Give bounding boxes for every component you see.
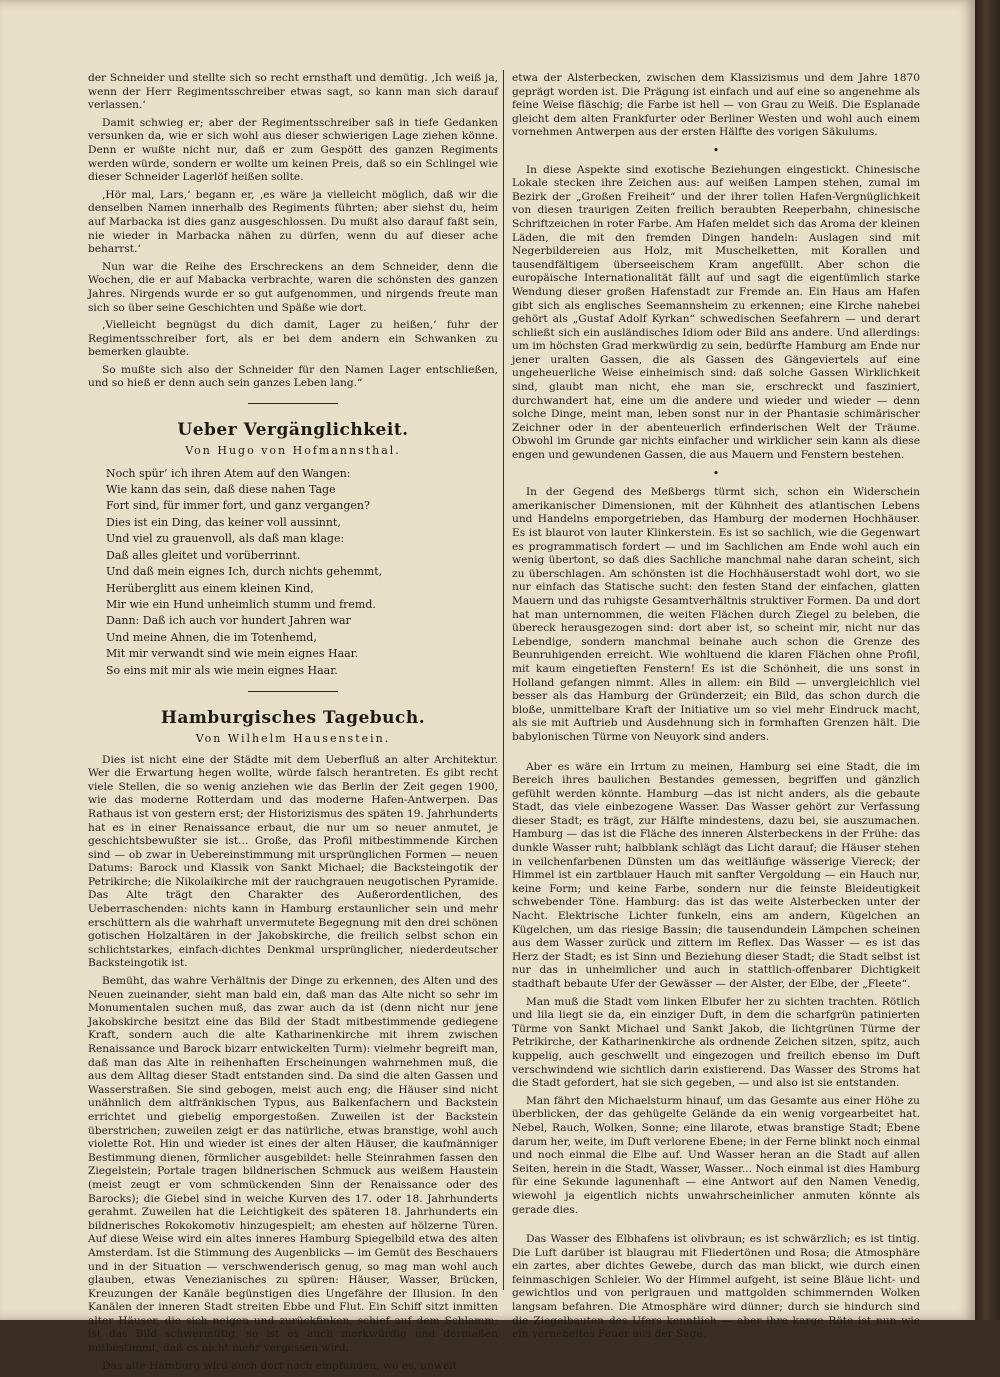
poem-line: Dann: Daß ich auch vor hundert Jahren war xyxy=(106,614,351,628)
right-column xyxy=(512,72,920,1346)
article-paragraph: In der Gegend des Meßbergs türmt sich, schon ein Widerschein amerikanischer Dimensionen, mit der Kühnheit des atlantischen Lebens und Handelns emporgetrieben, das Hamburg der modernen Hochhäuser. Es ist blaurot von lauter Klinkerstein. Es ist so sachlich, wie die Gegenwart es programmatisch fordert — und im Sachlichen am Ende wohl auch ein wenig übertont, so daß dies Sachliche manchmal nahe daran scheint, sich zu überschlagen. Am schönsten ist die Hochhäuserstadt wohl dort, wo sie nur einfach das Statische sucht: den festen Stand der einfachen, glatten Mauern und das ruhigste Gesamtverhältnis struktiver Formen. Da und dort hat man unternommen, die weiten Flächen durch Ziegel zu beleben, die übereck herausgezogen sind: dort aber ist, so scheint mir, nicht nur das Lebendige, sondern manchmal beinahe auch schon die Grenze des Beunruhigenden erreicht. Wie wohltuend die klaren Flächen ohne Profil, mit kaum eingetieften Fenstern! Es ist die Schönheit, die uns sonst in Holland gefangen nimmt. Alles in allem: ein Bild — unvergleichlich viel besser als das Hamburg der Gründerzeit; ein Bild, das schon durch die bloße, unmittelbare Kraft der Initiative um so viel mehr Eindruck macht, als sie mit Auftrieb und Ausdehnung sich in formhaften Grenzen hält. Die babylonischen Türme von Neuyork sind anders. xyxy=(512,486,920,743)
column-rule xyxy=(503,70,504,1290)
poem xyxy=(106,466,498,679)
poem-line: Fort sind, für immer fort, und ganz vergangen? xyxy=(106,499,370,513)
poem-line: Herüberglitt aus einem kleinen Kind, xyxy=(106,581,314,595)
poem-title: Ueber Vergänglichkeit. xyxy=(177,420,409,441)
article-paragraph: Man fährt den Michaelsturm hinauf, um das Gesamte aus einer Höhe zu überblicken, der das gehügelte Gelände da ein wenig vorgearbeitet hat. Nebel, Rauch, Wolken, Sonne; eine lilarote, etwas branstige Stadt; Ebene darum her, weite, im Duft verlorene Ebene; in der Ferne blinkt noch einmal und noch einmal die Elbe auf. Und Wasser heran an die Stadt auf allen Seiten, herein in die Stadt, Wasser, Wasser... Noch einmal ist dies Hamburg für eine Sekunde lagunenhaft — eine Antwort auf den Namen Venedig, wiewohl ja eigentlich nichts unwahrscheinlicher anmuten könnte als gerade dies. xyxy=(512,1094,920,1216)
poem-line: Mir wie ein Hund unheimlich stumm und fremd. xyxy=(106,597,376,611)
article-body-left xyxy=(88,754,498,1374)
left-column xyxy=(88,72,498,1377)
poem-line: So eins mit mir als wie mein eignes Haar. xyxy=(106,663,338,677)
poem-byline: Von Hugo von Hofmannsthal. xyxy=(185,444,401,458)
poem-line: Noch spür’ ich ihren Atem auf den Wangen: xyxy=(106,466,351,480)
spacer xyxy=(512,1221,920,1233)
poem-line: Und viel zu grauenvoll, als daß man klage: xyxy=(106,532,345,546)
section-asterisk: • xyxy=(712,143,720,157)
article-paragraph: Das Wasser des Elbhafens ist olivbraun; es ist schwärzlich; es ist tintig. Die Luft darüber ist blaugrau mit Fliedertönen und Rosa; die Atmosphäre ein zartes, aber dichtes Gewebe, durch das man blickt, wie durch einen feinmaschigen Schleier. Wo der Himmel aufgeht, ist seine Bläue licht- und gewichtlos und von perlgrauen und mattgolden schimmernden Wolken langsam befahren. Die Atmosphäre wird dünner; durch sie hindurch sind die Ziegelbauten des Ufers kenntlich — aber ihre karge Röte ist nun wie ein vernebeltes Feuer aus der Sage. xyxy=(512,1233,920,1341)
article-paragraph: Dies ist nicht eine der Städte mit dem Ueberfluß an alter Architektur. Wer die Erwartung hegen wollte, würde falsch herantreten. Es gibt recht viele Stellen, die so wenig anziehen wie das Berlin der Zeit gegen 1900, wie das moderne Rotterdam und das moderne Hafen-Antwerpen. Das Rathaus ist von gestern erst; der Historizismus des späten 19. Jahrhunderts hat es in einer Renaissance erbaut, die nur um so neuer anmutet, je geschichtsbewußter sie ist... Große, das Profil mitbestimmende Kirchen sind — ob zwar in Uebereinstimmung mit ursprünglichen Formen — neuen Datums: Barock und Klassik von Sankt Michael; die Backsteingotik der Petrikirche; die Nikolaikirche mit der rauchgrauen neugotischen Pyramide. Das Alte trägt den Charakter des Außerordentlichen, des Ueberraschenden: nichts kann in Hamburg erstaunlicher sein und mehr erschüttern als die wahrhaft unvermutete Begegnung mit den drei schönen gotischen Holzaltären in der Jakobskirche, die freilich selbst schon ein schlichtstarkes, einfach-dichtes Denkmal ursprünglicher, niederdeutscher Backsteingotik ist. xyxy=(88,753,498,970)
story-paragraph: ‚Hör mal, Lars,‘ begann er, ‚es wäre ja vielleicht möglich, daß wir die denselben Namen innerhalb des Regiments führten; aber siehst du, heim auf Marbacka ist dies ganz ausgeschlossen. Du mußt also darauf faßt sein, nie wieder in Marbacka nähen zu dürfen, wenn du auf dieser ache beharrst.‘ xyxy=(88,188,498,256)
article-paragraph: Aber es wäre ein Irrtum zu meinen, Hamburg sei eine Stadt, die im Bereich ihres baulichen Bestandes gemessen, begriffen und gänzlich gefühlt werden könnte. Hamburg —das ist nicht anders, als die gebaute Stadt, das viele einbezogene Wasser. Das Wasser gehört zur Verfassung dieser Stadt; es trägt, zur Hälfte mindestens, dazu bei, sie auszumachen. Hamburg — das ist die Fläche des inneren Alsterbeckens in der Frühe: das dunkle Wasser ruht; halbblank schlägt das Licht darauf; die Häuser stehen in veilchenfarbenen Dünsten um das weitläufige wässerige Viereck; der Himmel ist ein zartblauer Hauch mit sanfter Vergoldung — ein Hauch nur, keine Form; und keine Farbe, sondern nur die feinste Bleideutigkeit schwebender Töne. Hamburg: das ist das weite Alsterbecken unter der Nacht. Elektrische Lichter funkeln, eins am andern, Kügelchen an Kügelchen, um das riesige Bassin; die tausendundein Lämpchen scheinen aus dem Wasser zurück und zittern im Reflex. Das Wasser — es ist das Herz der Stadt; es ist Sinn und Beziehung dieser Stadt; die Stadt selbst ist nur das in unheimlicher und auch in stattlich-offenbarer Dichtigkeit stadthaft bebaute Ufer der Gewässer — der Alster, der Elbe, der „Fleete“. xyxy=(512,760,920,990)
poem-line: Und daß mein eignes Ich, durch nichts gehemmt, xyxy=(106,565,383,579)
article-paragraph: In diese Aspekte sind exotische Beziehungen eingestickt. Chinesische Lokale stecken ihre Zeichen aus: auf weißen Lampen stehen, zumal im Bezirk der „Großen Freiheit“ und der ihrer tollen Hafen-Vergnüglichkeit von diesen traurigen Zeiten freilich beraubten Reeperbahn, chinesische Schriftzeichen in roter Farbe. Am Hafen meldet sich das Aroma der kleinen Läden, die mit den fremden Dingen handeln: Auslagen sind mit Negerbildereien aus Holz, mit Muschelketten, mit Korallen und tausendfältigem überseeischem Kram angefüllt. Aber schon die europäische Internationalität fällt auf und sagt die eigentümlich starke Wendung dieser großen Hafenstadt zur Fremde an. Ein Haus am Hafen gibt sich als englisches Seemannsheim zu erkennen; eine Kirche nahebei gehört als „Gustaf Adolf Kyrkan“ schwedischen Seefahrern — und derart schließt sich ein ausländisches Idiom oder Bild ans andere. Und allerdings: um im höchsten Grad merkwürdig zu sein, bedürfte Hamburg am Ende nur jener uralten Gassen, die als Gassen des Gängeviertels auf eine ungeheuerliche Weise einheimisch sind: daß solche Gassen Wirklichkeit sind, glaubt man nicht, ehe man sie, erschreckt und fasziniert, durchwandert hat, eine um die andere und wieder und wieder — denn solche Dinge, meint man, leben sonst nur in der Phantasie schimärischer Zeichner oder in der abenteuerlich erfinderischen Welt der Träume. Obwohl im Grunde gar nichts einfacher und wirklicher sein kann als diese engen und gewundenen Gassen, die aus Mauern und Fenstern bestehen. xyxy=(512,163,920,462)
article-paragraph: Bemüht, das wahre Verhältnis der Dinge zu erkennen, des Alten und des Neuen zueinander, sieht man bald ein, daß man das Alte nicht so sehr im Monumentalen suchen muß, das zwar auch da ist (denn nicht nur jene Jakobskirche besitzt eine das Bild der Stadt mitbestimmende gediegene Kraft, sondern auch die alte Katharinenkirche mit ihrem zwischen Renaissance und Barock bizarr entwickelten Turm): vielmehr begreift man, daß man das Alte in reihenhaften Erscheinungen wahrnehmen muß, die aus dem Alltag dieser Stadt entstanden sind. Da sind die alten Gassen und Wasserstraßen. Sie sind gebogen, meist auch eng; die Häuser sind nicht unähnlich dem altfränkischen Typus, aus Balkenfachern und Backstein errichtet und giebelig emporgestoßen. Zuweilen ist der Backstein überstrichen; zuweilen zeigt er das natürliche, etwas branstige, wohl auch violette Rot. Hin und wieder ist eines der alten Häuser, die kaufmänniger Bestimmung dienen, förmlicher ausgebildet: helle Steinrahmen fassen den Ziegelstein; Portale tragen bildnerischen Schmuck aus weißem Haustein (meist zeugt er vom schmückenden Sinn der Renaissance oder des Barocks); die Giebel sind in weiche Kurven des 17. oder 18. Jahrhunderts gerahmt. Zuweilen hat die Leichtigkeit des späteren 18. Jahrhunderts ein bildnerisches Rokokomotiv hinzugespielt; am ehesten auf hölzerne Türen. Auf diese Weise wird ein altes inneres Hamburg Spiegelbild etwa des alten Amsterdam. Ist die Stimmung des Augenblicks — im Gemüt des Beschauers und in der Situation — verschwenderisch genug, so mag man wohl auch glauben, etwas Venezianisches zu spüren: Häuser, Wasser, Brücken, Kreuzungen der Kanäle begünstigen dies Ungefähre der Illusion. In den Kanälen der inneren Stadt streiten Ebbe und Flut. Ein Schiff sitzt inmitten alter Häuser, die sich neigen und zurückfinken, schief auf dem Schlamm; ist das Bild schwermütig, so ist es auch merkwürdig und dermaßen mitbestimmt, daß es nicht mehr vergessen wird. xyxy=(88,975,498,1355)
story-paragraph: Damit schwieg er; aber der Regimentsschreiber saß in tiefe Gedanken versunken da, wie er sich wohl aus dieser schwierigen Lage ziehen könne. Denn er wußte nicht nur, daß er zum Gespött des ganzen Regiments werden würde, sondern er wollte um keinen Preis, daß so ein Schlingel wie dieser Schneider Lagerlöf heißen sollte. xyxy=(88,116,498,184)
article-byline: Von Wilhelm Hausenstein. xyxy=(195,731,391,745)
section-divider xyxy=(248,691,338,692)
poem-line: Und meine Ahnen, die im Totenhemd, xyxy=(106,630,317,644)
poem-line: Daß alles gleitet und vorüberrinnt. xyxy=(106,548,301,562)
story-ending xyxy=(88,72,498,391)
poem-line: Dies ist ein Ding, das keiner voll aussinnt, xyxy=(106,515,341,529)
poem-line: Mit mir verwandt sind wie mein eignes Haar. xyxy=(106,647,359,661)
article-paragraph: Man muß die Stadt vom linken Elbufer her zu sichten trachten. Rötlich und lila liegt sie da, ein einziger Duft, in dem die scharfgrün patinierten Türme von Sankt Michael und Sankt Jakob, die lichtgrünen Türme der Petrikirche, der Katharinenkirche als ordnende Zeichen sitzen, spitz, auch kuppelig, auch geschwellt und eingezogen und freilich ebenso im Duft verschwindend wie sichtlich darin existierend. Das Wasser des Stroms hat die Stadt gefordert, hat sie sich gegeben, — und also ist sie entstanden. xyxy=(512,995,920,1090)
article-title: Hamburgisches Tagebuch. xyxy=(160,707,426,728)
section-asterisk: • xyxy=(712,466,720,480)
story-paragraph: ‚Vielleicht begnügst du dich damit, Lager zu heißen,‘ fuhr der Regimentsschreiber fort, als er bei dem andern ein Schwanken zu bemerken glaubte. xyxy=(88,319,498,359)
article-paragraph: etwa der Alsterbecken, zwischen dem Klassizismus und dem Jahre 1870 geprägt worden ist. Die Prägung ist einfach und auf eine so angenehme als feine Weise fläschig; die Farbe ist hell — von Grau zu Weiß. Die Esplanade gleicht dem alten Frankfurter oder Berliner Westen und wohl auch einem vornehmen Antwerpen aus der ersten Hälfte des vorigen Säkulums. xyxy=(512,72,920,139)
article-paragraph: Das alte Hamburg wird auch dort noch empfunden, wo es, unweit xyxy=(102,1359,457,1372)
poem-line: Wie kann das sein, daß diese nahen Tage xyxy=(106,483,336,497)
page-edge-binding xyxy=(975,0,1000,1320)
section-divider xyxy=(248,403,338,404)
story-paragraph: So mußte sich also der Schneider für den Namen Lager entschließen, und so hieß er denn auch sein ganzes Leben lang.“ xyxy=(88,363,498,390)
story-paragraph: Nun war die Reihe des Erschreckens an dem Schneider, denn die Wochen, die er auf Mabacka verbrachte, waren die schönsten des ganzen Jahres. Nirgends wurde er so gut aufgenommen, und nirgends freute man sich so über seine Geschichten und Späße wie dort. xyxy=(88,260,498,314)
story-paragraph: der Schneider und stellte sich so recht ernsthaft und demütig. ‚Ich weiß ja, wenn der Herr Regimentsschreiber etwas sagt, so kann man sich darauf verlassen.‘ xyxy=(88,72,498,112)
spacer xyxy=(512,749,920,761)
